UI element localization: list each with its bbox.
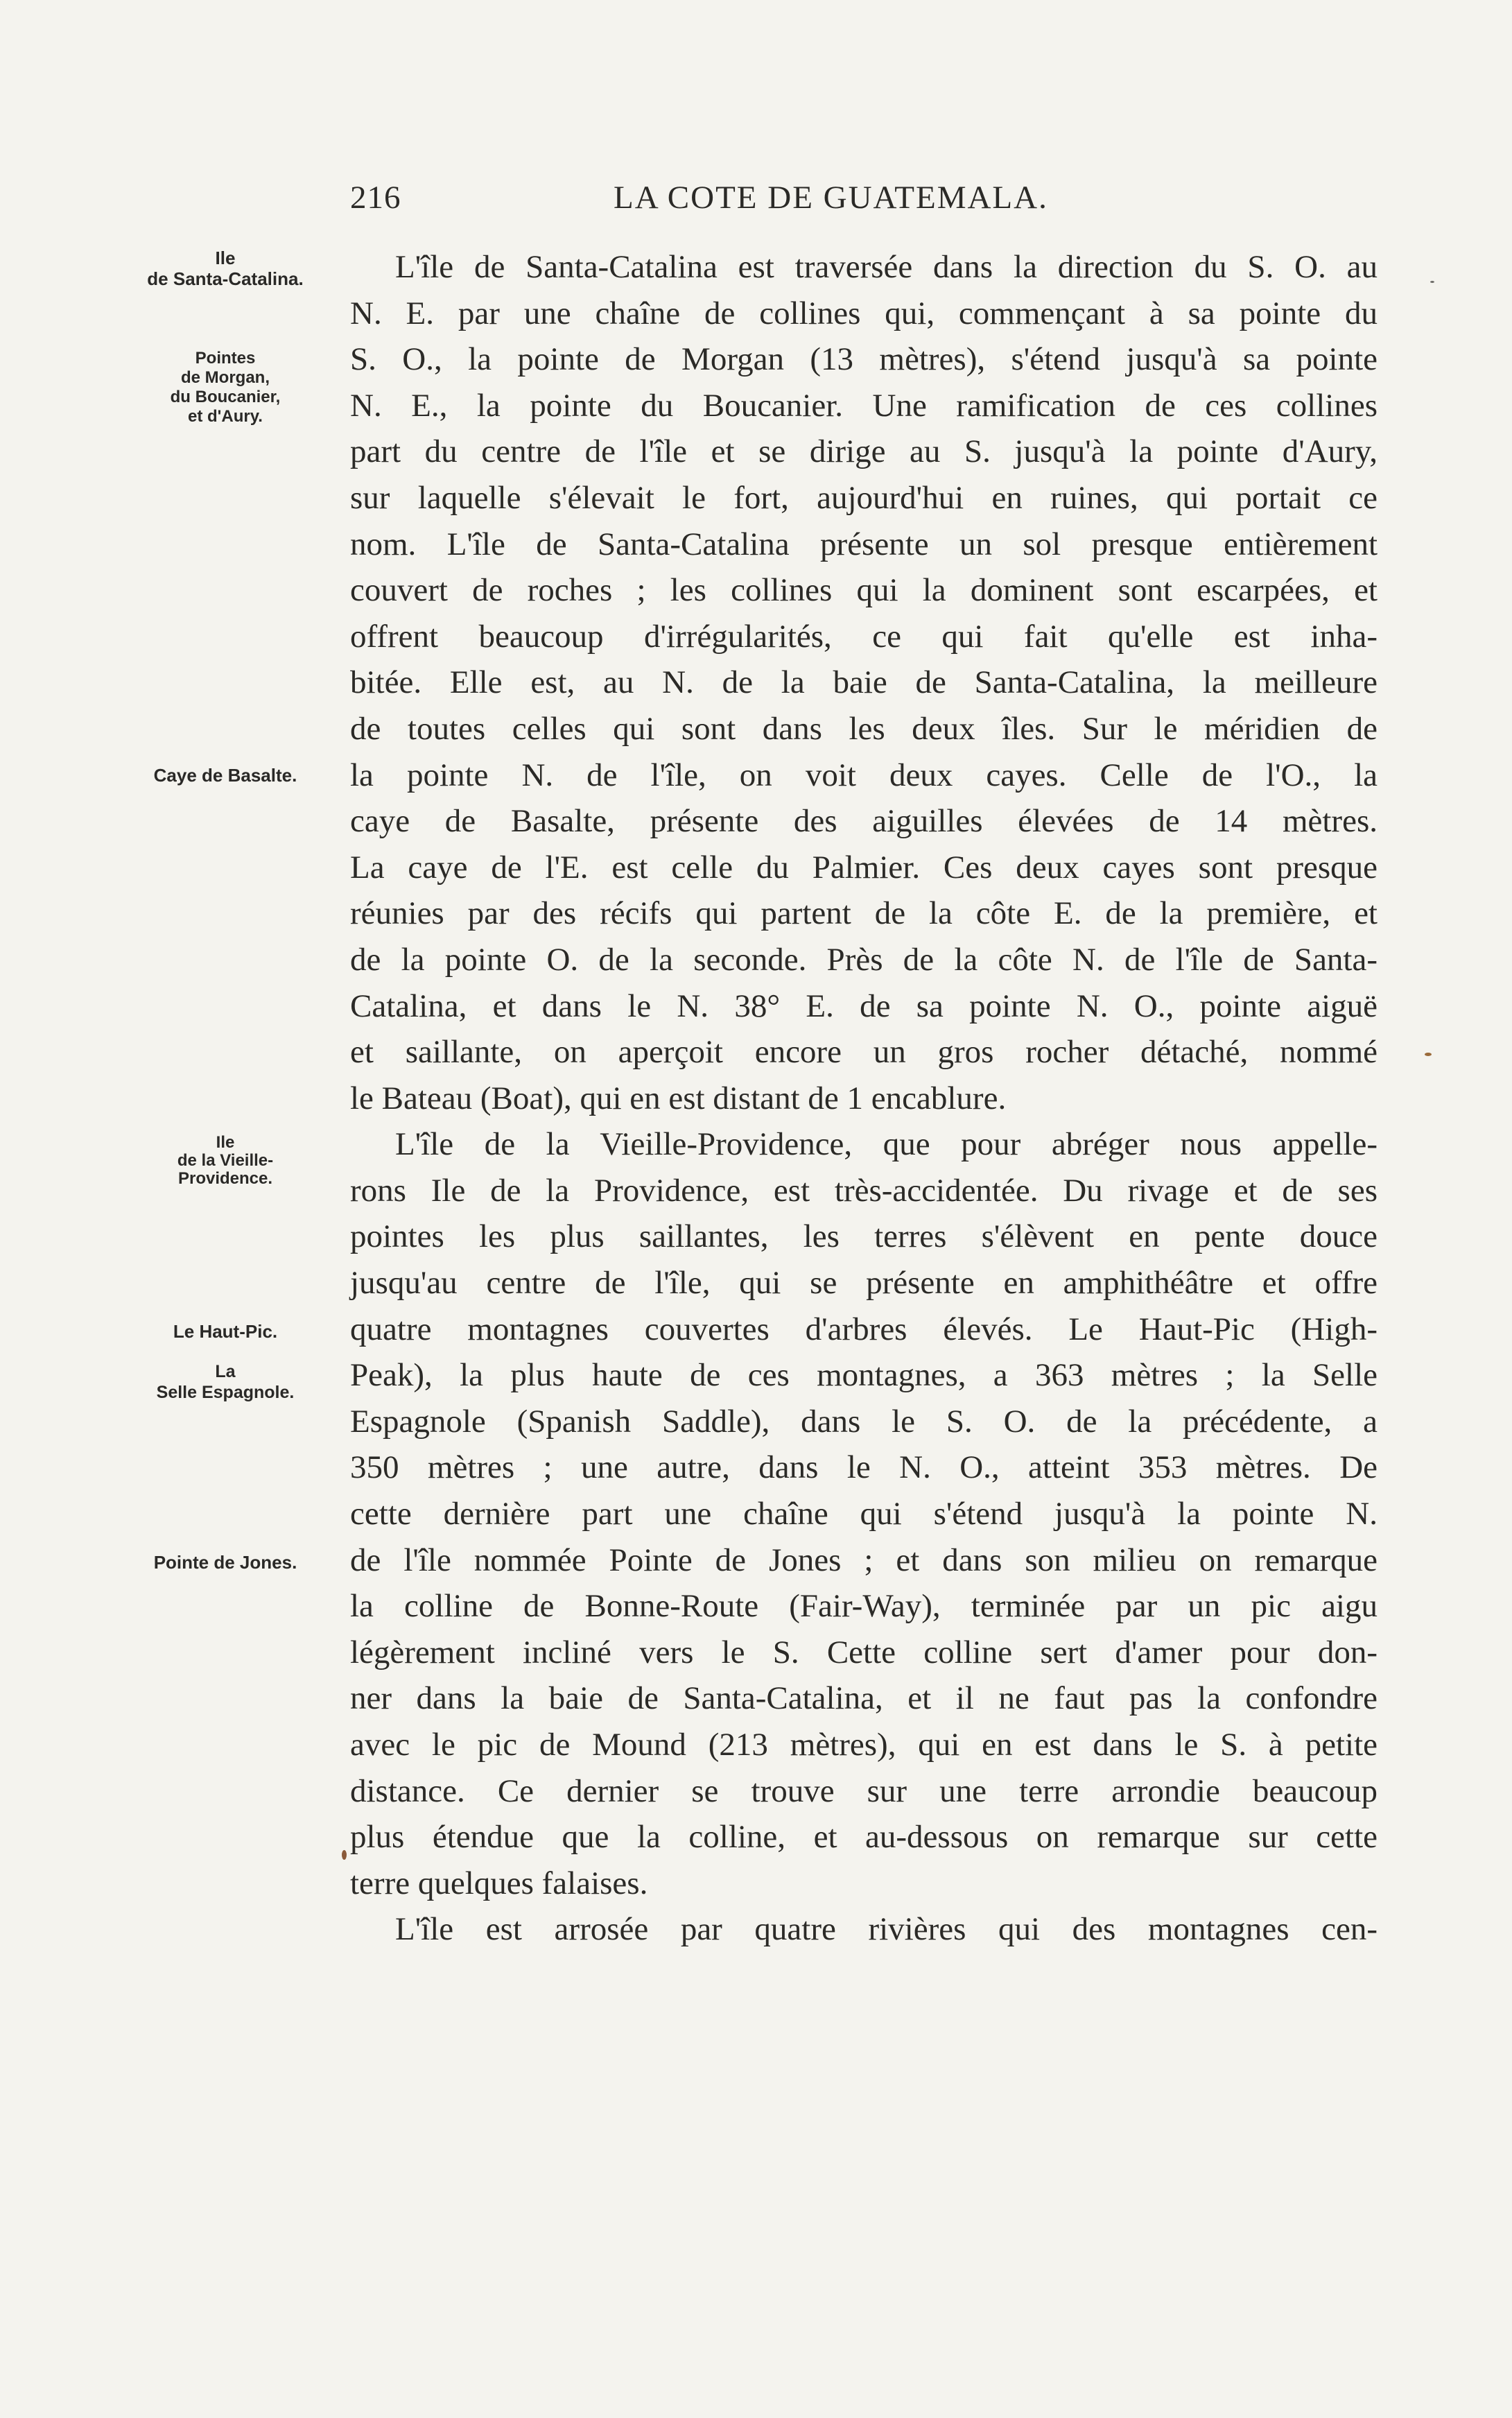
margin-note-line: Selle Espagnole. <box>156 1383 295 1402</box>
margin-note-line: Pointe de Jones. <box>153 1552 297 1573</box>
margin-note-line: Providence. <box>177 1169 273 1188</box>
paragraph-2-line: avec le pic de Mound (213 mètres), qui en est dans le S. à petite <box>350 1727 1378 1763</box>
paragraph-1-line: le Bateau (Boat), qui en est distant de 1 encablure. <box>350 1080 1007 1116</box>
paper-blemish <box>1425 1053 1432 1056</box>
paragraph-1-line: la pointe N. de l'île, on voit deux cayes. Celle de l'O., la <box>350 757 1378 793</box>
paragraph-1-line: Catalina, et dans le N. 38° E. de sa pointe N. O., pointe aiguë <box>350 987 1378 1024</box>
margin-note-line: et d'Aury. <box>188 407 263 426</box>
paragraph-2-line: L'île de la Vieille-Providence, que pour abréger nous appelle- <box>395 1126 1378 1163</box>
paragraph-2-line: Espagnole (Spanish Saddle), dans le S. O. de la précédente, a <box>350 1403 1378 1440</box>
paragraph-2-line: légèrement incliné vers le S. Cette colline sert d'amer pour don- <box>350 1634 1378 1670</box>
margin-note-ile-santa-catalina <box>118 248 333 289</box>
margin-note-line: Caye de Basalte. <box>153 765 297 786</box>
paragraph-2-line: plus étendue que la colline, et au-dessous on remarque sur cette <box>350 1819 1378 1856</box>
paragraph-1-line: nom. L'île de Santa-Catalina présente un sol presque entièrement <box>350 526 1378 562</box>
paragraph-2-line: jusqu'au centre de l'île, qui se présente en amphithéâtre et offre <box>350 1265 1378 1302</box>
paragraph-1-line: réunies par des récifs qui partent de la côte E. de la première, et <box>350 895 1378 932</box>
paragraph-1-line: et saillante, on aperçoit encore un gros rocher détaché, nommé <box>350 1034 1378 1071</box>
paragraph-1-line: couvert de roches ; les collines qui la dominent sont escarpées, et <box>350 572 1378 609</box>
paragraph-2-line: distance. Ce dernier se trouve sur une terre arrondie beaucoup <box>350 1772 1378 1809</box>
paragraph-2-line: rons Ile de la Providence, est très-accidentée. Du rivage et de ses <box>350 1172 1378 1209</box>
margin-note-pointe-de-jones <box>118 1552 333 1573</box>
paragraph-2-line: cette dernière part une chaîne qui s'étend jusqu'à la pointe N. <box>350 1496 1378 1532</box>
margin-note-line: du Boucanier, <box>170 388 281 406</box>
running-title: LA COTE DE GUATEMALA. <box>614 180 1048 216</box>
paragraph-2-line: la colline de Bonne-Route (Fair-Way), terminée par un pic aigu <box>350 1588 1378 1625</box>
margin-note-line: La <box>215 1362 236 1381</box>
margin-note-line: de Santa-Catalina. <box>147 268 304 289</box>
paragraph-1-line: sur laquelle s'élevait le fort, aujourd'hui en ruines, qui portait ce <box>350 479 1378 516</box>
margin-note-line: Ile <box>216 1133 235 1152</box>
paragraph-1-line: de toutes celles qui sont dans les deux îles. Sur le méridien de <box>350 710 1378 747</box>
paragraph-1-line: part du centre de l'île et se dirige au S. jusqu'à la pointe d'Aury, <box>350 433 1378 470</box>
paragraph-1-line: N. E. par une chaîne de collines qui, commençant à sa pointe du <box>350 295 1378 331</box>
paragraph-2-line: terre quelques falaises. <box>350 1865 648 1901</box>
paragraph-1-line: S. O., la pointe de Morgan (13 mètres), s'étend jusqu'à sa pointe <box>350 341 1378 378</box>
margin-note-line: Le Haut-Pic. <box>173 1321 278 1342</box>
body-text <box>350 244 1378 1953</box>
paragraph-1-line: L'île de Santa-Catalina est traversée dans la direction du S. O. au <box>395 249 1378 285</box>
margin-note-caye-de-basalte <box>118 765 333 786</box>
margin-note-line: de la Vieille- <box>177 1151 274 1170</box>
paragraph-2-line: pointes les plus saillantes, les terres s'élèvent en pente douce <box>350 1218 1378 1255</box>
margin-note-line: Pointes <box>195 349 256 368</box>
paragraph-2-line: de l'île nommée Pointe de Jones ; et dans son milieu on remarque <box>350 1542 1378 1578</box>
margin-note-selle-espagnole <box>118 1361 333 1403</box>
paragraph-1-line: offrent beaucoup d'irrégularités, ce qui fait qu'elle est inha- <box>350 618 1378 655</box>
margin-note-line: de Morgan, <box>180 368 270 387</box>
page-number: 216 <box>350 180 401 216</box>
running-head <box>350 179 1376 221</box>
paragraph-3-line: L'île est arrosée par quatre rivières qui des montagnes cen- <box>395 1911 1378 1948</box>
paragraph-2-line: Peak), la plus haute de ces montagnes, a 363 mètres ; la Selle <box>350 1357 1378 1394</box>
paper-blemish <box>1430 281 1434 283</box>
paragraph-1-line: caye de Basalte, présente des aiguilles élevées de 14 mètres. <box>350 803 1378 840</box>
paragraph-2-line: ner dans la baie de Santa-Catalina, et il ne faut pas la confondre <box>350 1680 1378 1717</box>
paragraph-1-line: bitée. Elle est, au N. de la baie de Santa-Catalina, la meilleure <box>350 664 1378 701</box>
paragraph-1-line: N. E., la pointe du Boucanier. Une ramification de ces collines <box>350 387 1378 424</box>
paper-blemish <box>342 1850 347 1860</box>
margin-note-line: Ile <box>215 248 236 268</box>
margin-note-le-haut-pic <box>118 1321 333 1342</box>
paragraph-1-line: de la pointe O. de la seconde. Près de la côte N. de l'île de Santa- <box>350 941 1378 978</box>
margin-note-ile-vieille-providence <box>118 1134 333 1188</box>
paragraph-2-line: quatre montagnes couvertes d'arbres élevés. Le Haut-Pic (High- <box>350 1311 1378 1347</box>
margin-note-pointes <box>118 349 333 426</box>
paragraph-2-line: 350 mètres ; une autre, dans le N. O., atteint 353 mètres. De <box>350 1449 1378 1486</box>
paragraph-1-line: La caye de l'E. est celle du Palmier. Ces deux cayes sont presque <box>350 849 1378 886</box>
